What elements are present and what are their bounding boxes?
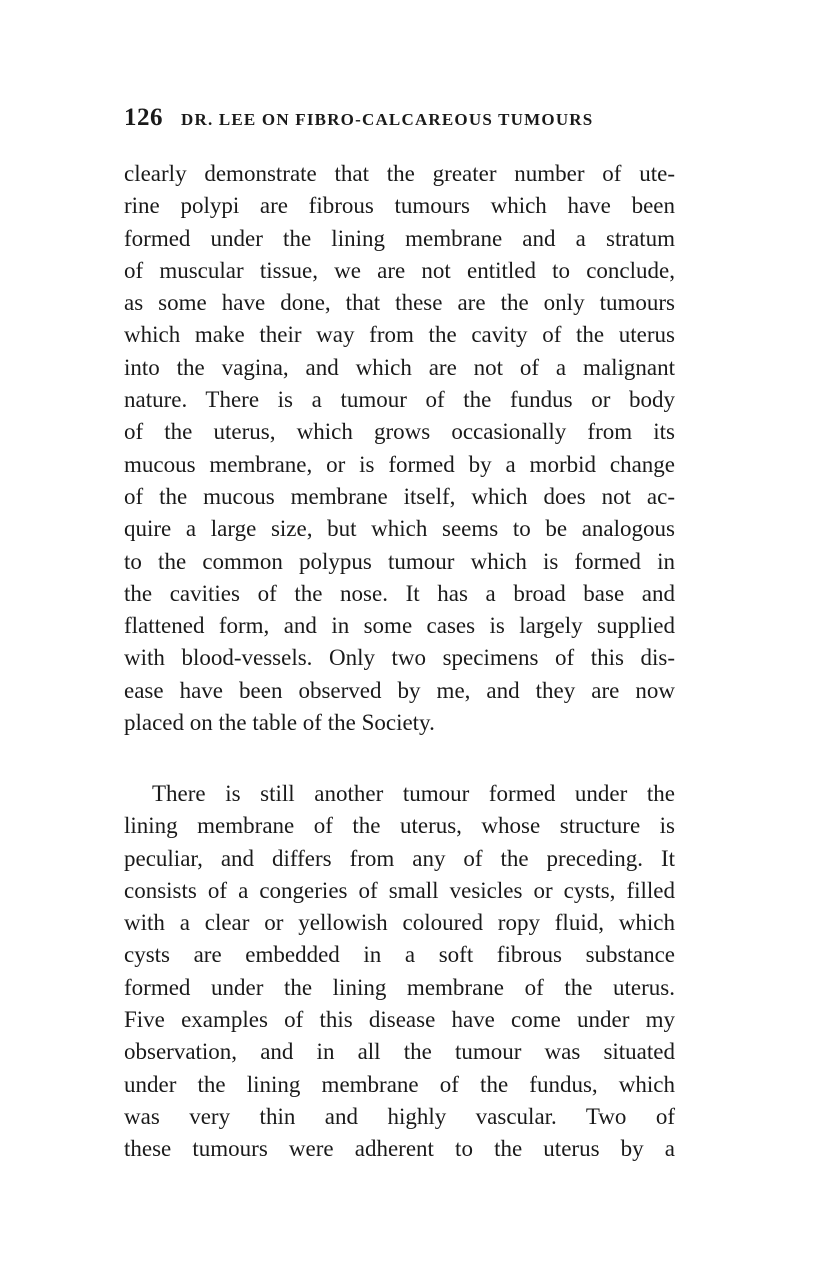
paragraph-2 xyxy=(124,778,675,1166)
text-line: observation, and in all the tumour was situated xyxy=(124,1039,675,1065)
text-line: placed on the table of the Society. xyxy=(124,710,435,736)
text-line: as some have done, that these are the only tumours xyxy=(124,290,675,316)
text-line: formed under the lining membrane and a stratum xyxy=(124,225,675,251)
text-line: of the uterus, which grows occasionally from its xyxy=(124,419,675,445)
text-line: flattened form, and in some cases is largely supplied xyxy=(124,613,675,639)
text-line: under the lining membrane of the fundus, which xyxy=(124,1071,675,1097)
text-line: lining membrane of the uterus, whose structure is xyxy=(124,813,675,839)
text-line: consists of a congeries of small vesicles or cysts, filled xyxy=(124,877,675,903)
running-title: DR. LEE ON FIBRO-CALCAREOUS TUMOURS xyxy=(181,110,594,129)
text-line: cysts are embedded in a soft fibrous substance xyxy=(124,942,675,968)
page-number: 126 xyxy=(124,104,163,131)
text-line: was very thin and highly vascular. Two of xyxy=(124,1103,675,1129)
text-line: of the mucous membrane itself, which does not ac- xyxy=(124,483,675,509)
text-line: rine polypi are fibrous tumours which have been xyxy=(124,193,675,219)
text-line: with a clear or yellowish coloured ropy fluid, which xyxy=(124,910,675,936)
text-line: clearly demonstrate that the greater number of ute- xyxy=(124,161,675,186)
text-line: There is still another tumour formed under the xyxy=(152,781,675,806)
text-line: peculiar, and differs from any of the preceding. It xyxy=(124,845,675,871)
text-line: the cavities of the nose. It has a broad base and xyxy=(124,580,675,606)
paragraph-1 xyxy=(124,158,675,739)
running-head xyxy=(124,104,684,138)
text-line: mucous membrane, or is formed by a morbid change xyxy=(124,451,675,477)
text-line: these tumours were adherent to the uterus by a xyxy=(124,1136,675,1162)
text-line: which make their way from the cavity of the uterus xyxy=(124,322,675,348)
text-line: nature. There is a tumour of the fundus or body xyxy=(124,387,675,413)
text-line: ease have been observed by me, and they are now xyxy=(124,677,675,703)
text-line: of muscular tissue, we are not entitled to conclude, xyxy=(124,257,675,283)
text-line: to the common polypus tumour which is formed in xyxy=(124,548,675,574)
text-line: into the vagina, and which are not of a malignant xyxy=(124,354,675,380)
text-line: with blood-vessels. Only two specimens of this dis- xyxy=(124,645,675,671)
text-line: formed under the lining membrane of the uterus. xyxy=(124,974,675,1000)
text-line: Five examples of this disease have come under my xyxy=(124,1007,675,1033)
text-line: quire a large size, but which seems to be analogous xyxy=(124,516,675,542)
